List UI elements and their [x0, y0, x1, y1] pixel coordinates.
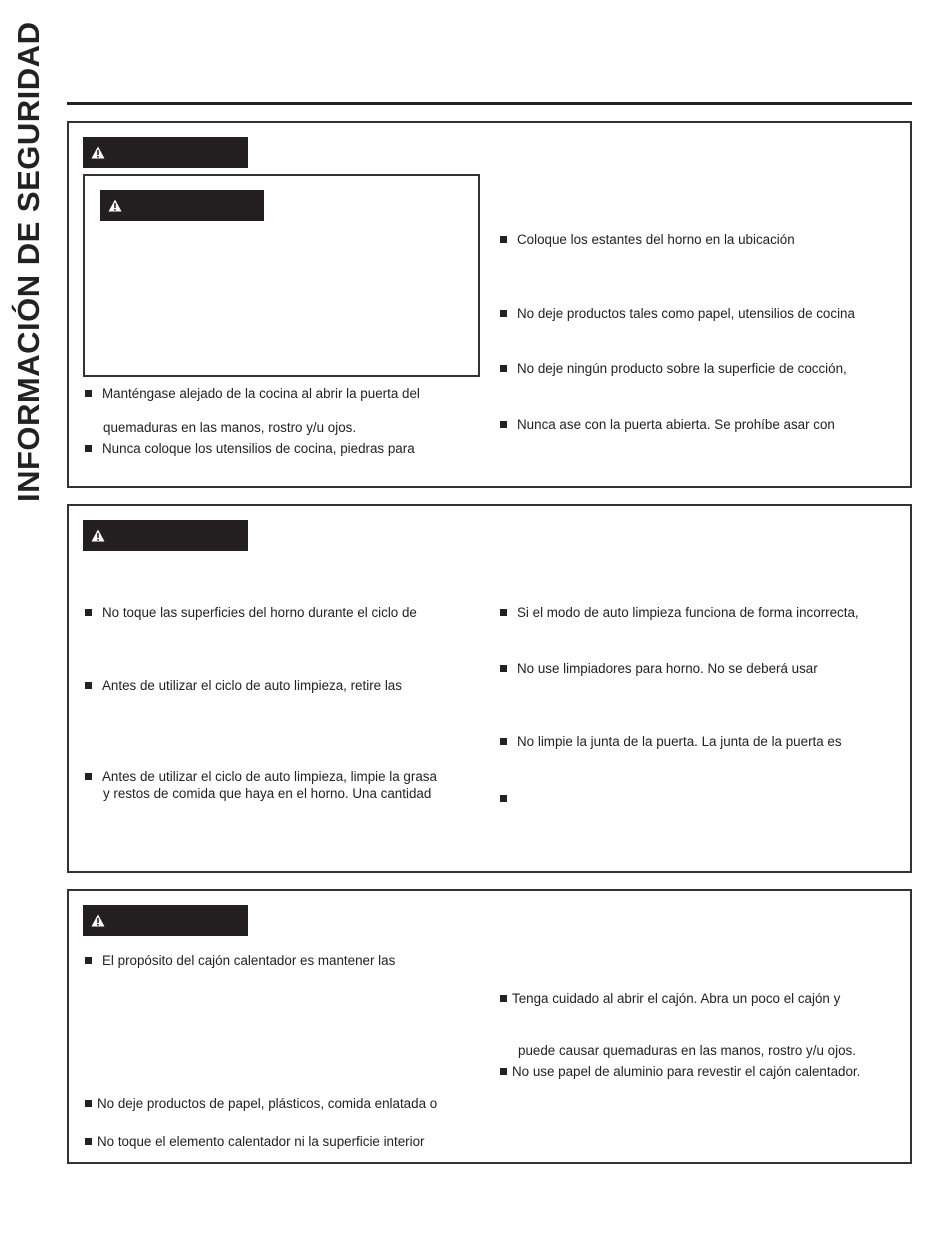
bullet-icon [85, 773, 92, 780]
list-item: Antes de utilizar el ciclo de auto limpieza, limpie la grasa [85, 768, 437, 785]
list-item: No limpie la junta de la puerta. La junta de la puerta es [500, 733, 842, 750]
list-item-empty [500, 790, 517, 807]
bullet-icon [500, 236, 507, 243]
list-item: Si el modo de auto limpieza funciona de forma incorrecta, [500, 604, 859, 621]
list-item: Nunca ase con la puerta abierta. Se prohíbe asar con [500, 416, 835, 433]
bullet-icon [85, 445, 92, 452]
header-rule [67, 102, 912, 105]
list-item: Antes de utilizar el ciclo de auto limpieza, retire las [85, 677, 402, 694]
warning-badge-1 [83, 137, 248, 168]
list-item-continuation: quemaduras en las manos, rostro y/u ojos. [103, 420, 357, 435]
list-item: No use limpiadores para horno. No se deberá usar [500, 660, 818, 677]
list-item: Nunca coloque los utensilios de cocina, piedras para [85, 440, 415, 457]
warning-triangle-icon [91, 914, 105, 927]
bullet-icon [500, 738, 507, 745]
list-item: No deje productos de papel, plásticos, comida enlatada o [85, 1095, 437, 1112]
warning-triangle-icon [108, 199, 122, 212]
warning-triangle-icon [91, 529, 105, 542]
bullet-icon [500, 421, 507, 428]
bullet-icon [500, 795, 507, 802]
warning-badge-inner [100, 190, 264, 221]
list-item: No use papel de aluminio para revestir el cajón calentador. [500, 1063, 860, 1080]
bullet-icon [85, 682, 92, 689]
list-item: No toque las superficies del horno durante el ciclo de [85, 604, 417, 621]
bullet-icon [500, 365, 507, 372]
bullet-icon [85, 1100, 92, 1107]
list-item-continuation: puede causar quemaduras en las manos, rostro y/u ojos. [518, 1043, 856, 1058]
bullet-icon [500, 665, 507, 672]
bullet-icon [85, 957, 92, 964]
warning-badge-3 [83, 905, 248, 936]
bullet-icon [85, 609, 92, 616]
list-item: Manténgase alejado de la cocina al abrir la puerta del [85, 385, 420, 402]
section-side-title: INFORMACIÓN DE SEGURIDAD [11, 21, 46, 502]
bullet-icon [85, 390, 92, 397]
bullet-icon [500, 995, 507, 1002]
list-item: No deje productos tales como papel, utensilios de cocina [500, 305, 855, 322]
list-item: Tenga cuidado al abrir el cajón. Abra un poco el cajón y [500, 990, 840, 1007]
warning-triangle-icon [91, 146, 105, 159]
list-item: No toque el elemento calentador ni la superficie interior [85, 1133, 425, 1150]
list-item: No deje ningún producto sobre la superficie de cocción, [500, 360, 847, 377]
bullet-icon [500, 1068, 507, 1075]
list-item: El propósito del cajón calentador es mantener las [85, 952, 395, 969]
bullet-icon [500, 310, 507, 317]
warning-badge-2 [83, 520, 248, 551]
bullet-icon [85, 1138, 92, 1145]
bullet-icon [500, 609, 507, 616]
list-item: Coloque los estantes del horno en la ubicación [500, 231, 795, 248]
list-item-continuation: y restos de comida que haya en el horno. Una cantidad [103, 786, 432, 801]
